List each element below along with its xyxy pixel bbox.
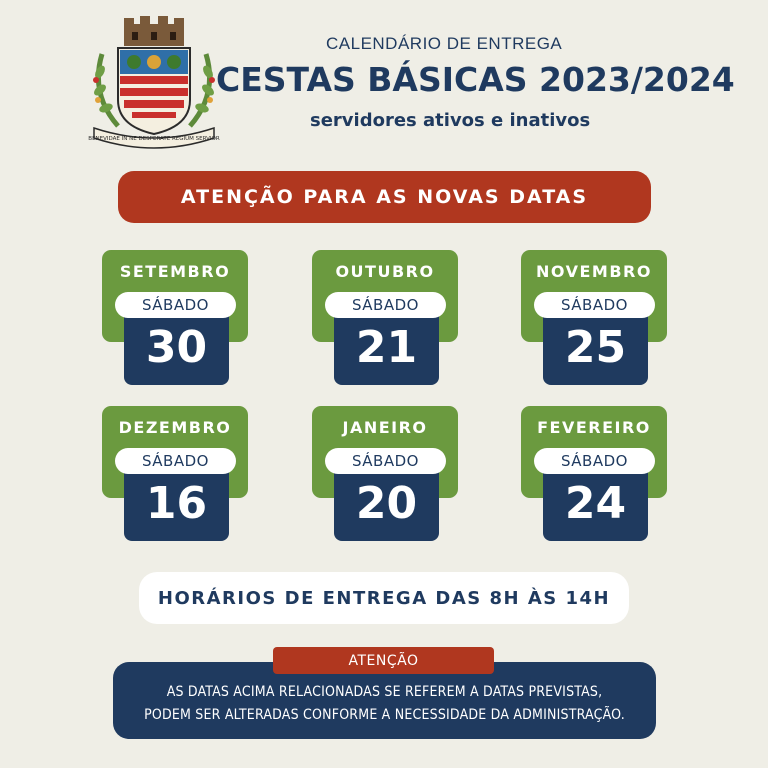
- crest-motto: BENEVIDAE IN NE DESPERATE REGIUM SERVIOR: [88, 136, 220, 142]
- notice-label: ATENÇÃO: [273, 647, 494, 674]
- date-card-november: [521, 250, 667, 385]
- card-month: FEVEREIRO: [537, 418, 651, 437]
- delivery-hours: HORÁRIOS DE ENTREGA DAS 8H ÀS 14H: [139, 572, 629, 624]
- card-month: SETEMBRO: [119, 262, 231, 281]
- card-weekday: SÁBADO: [534, 292, 655, 318]
- date-card-october: [312, 250, 458, 385]
- card-month: OUTUBRO: [335, 262, 435, 281]
- new-dates-banner: ATENÇÃO PARA AS NOVAS DATAS: [118, 171, 651, 223]
- notice-line-1: AS DATAS ACIMA RELACIONADAS SE REFEREM A DATAS PREVISTAS,: [166, 684, 603, 700]
- card-weekday: SÁBADO: [534, 448, 655, 474]
- card-weekday: SÁBADO: [115, 448, 236, 474]
- card-month: NOVEMBRO: [536, 262, 652, 281]
- card-month: DEZEMBRO: [118, 418, 232, 437]
- card-day-number: 30: [145, 322, 208, 373]
- card-weekday: SÁBADO: [115, 292, 236, 318]
- card-day-number: 25: [564, 322, 627, 373]
- date-card-december: [102, 406, 248, 541]
- municipal-coat-of-arms-icon: [88, 14, 220, 152]
- header-subtitle: CALENDÁRIO DE ENTREGA: [326, 34, 563, 53]
- card-day-number: 24: [564, 478, 627, 529]
- header-tagline: servidores ativos e inativos: [310, 110, 591, 131]
- card-day-number: 20: [355, 478, 418, 529]
- notice-line-2: PODEM SER ALTERADAS CONFORME A NECESSIDADE DA ADMINISTRAÇÃO.: [144, 707, 625, 723]
- date-card-september: [102, 250, 248, 385]
- card-day-number: 21: [355, 322, 418, 373]
- date-card-february: [521, 406, 667, 541]
- card-weekday: SÁBADO: [325, 448, 446, 474]
- card-day-number: 16: [145, 478, 208, 529]
- date-card-january: [312, 406, 458, 541]
- card-weekday: SÁBADO: [325, 292, 446, 318]
- card-month: JANEIRO: [342, 418, 428, 437]
- page-title: CESTAS BÁSICAS 2023/2024: [216, 60, 735, 99]
